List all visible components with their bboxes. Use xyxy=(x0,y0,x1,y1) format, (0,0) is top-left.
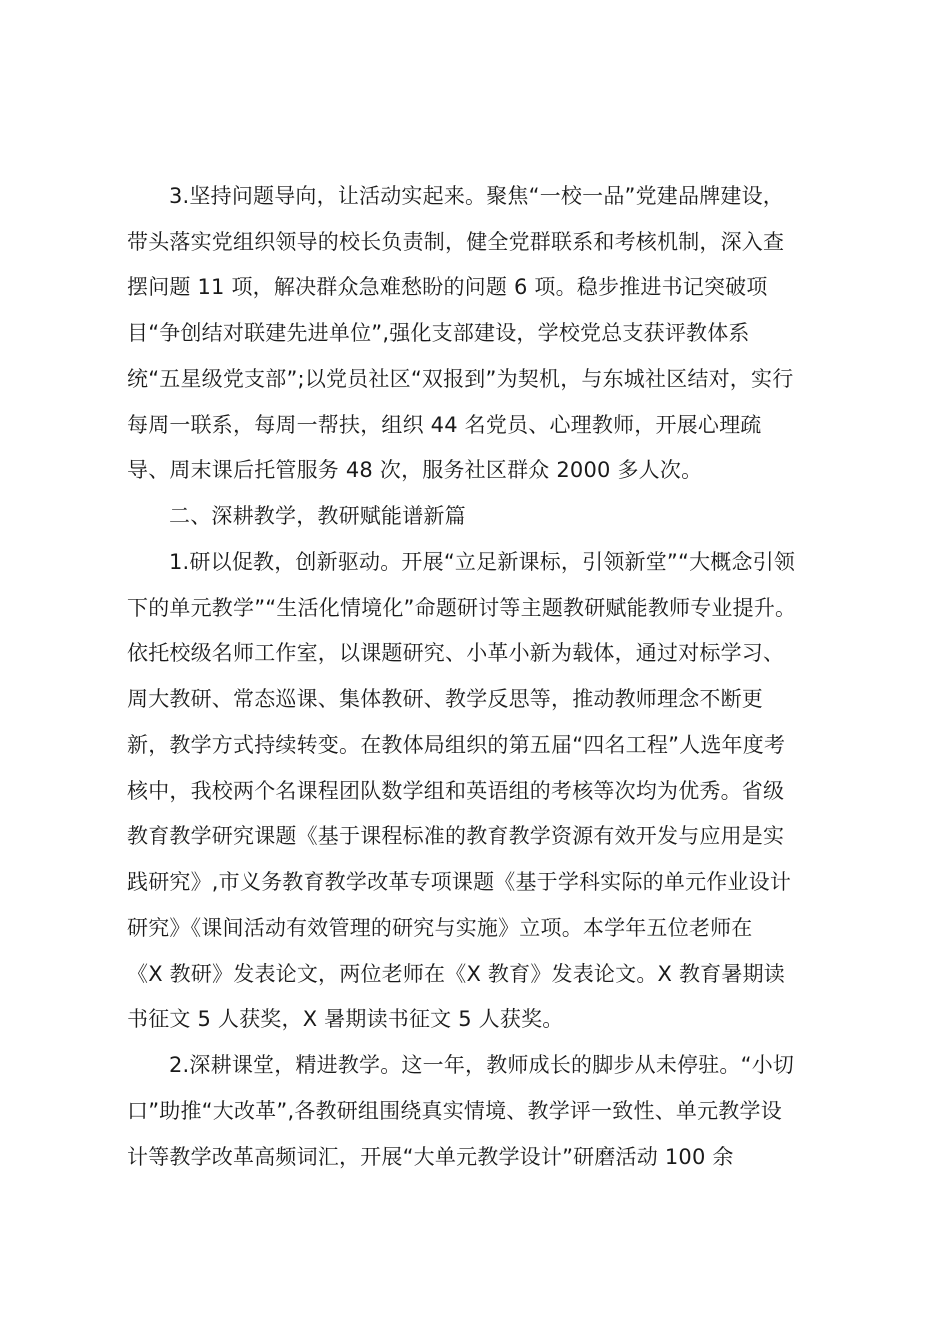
paragraph-line: 摆问题 11 项，解决群众急难愁盼的问题 6 项。稳步推进书记突破项 xyxy=(127,275,768,299)
paragraph-line: 新，教学方式持续转变。在教体局组织的第五届“四名工程”人选年度考 xyxy=(127,733,786,757)
paragraph-line: 导、周末课后托管服务 48 次，服务社区群众 2000 多人次。 xyxy=(127,458,703,482)
paragraph-line: 核中，我校两个名课程团队数学组和英语组的考核等次均为优秀。省级 xyxy=(127,779,785,803)
paragraph-line: 口”助推“大改革”,各教研组围绕真实情境、教学评一致性、单元教学设 xyxy=(127,1099,782,1123)
paragraph-line: 《X 教研》发表论文，两位老师在《X 教育》发表论文。X 教育暑期读 xyxy=(127,962,785,986)
section-heading: 二、深耕教学，教研赋能谱新篇 xyxy=(169,504,466,528)
paragraph-line: 2.深耕课堂，精进教学。这一年，教师成长的脚步从未停驻。“小切 xyxy=(169,1053,795,1077)
paragraph-line: 书征文 5 人获奖，X 暑期读书征文 5 人获奖。 xyxy=(127,1007,564,1031)
paragraph-line: 统“五星级党支部”;以党员社区“双报到”为契机，与东城社区结对，实行 xyxy=(127,367,794,391)
paragraph-line: 教育教学研究课题《基于课程标准的教育教学资源有效开发与应用是实 xyxy=(127,824,785,848)
paragraph-line: 带头落实党组织领导的校长负责制，健全党群联系和考核机制，深入查 xyxy=(127,230,785,254)
paragraph-line: 依托校级名师工作室，以课题研究、小革小新为载体，通过对标学习、 xyxy=(127,641,785,665)
paragraph-line: 研究》《课间活动有效管理的研究与实施》立项。本学年五位老师在 xyxy=(127,916,753,940)
paragraph-line: 3.坚持问题导向，让活动实起来。聚焦“一校一品”党建品牌建设， xyxy=(169,184,784,208)
paragraph-line: 1.研以促教，创新驱动。开展“立足新课标，引领新堂”“大概念引领 xyxy=(169,550,796,574)
paragraph-line: 目“争创结对联建先进单位”,强化支部建设，学校党总支获评教体系 xyxy=(127,321,750,345)
paragraph-line: 每周一联系，每周一帮扶，组织 44 名党员、心理教师，开展心理疏 xyxy=(127,413,762,437)
paragraph-line: 下的单元教学”“生活化情境化”命题研讨等主题教研赋能教师专业提升。 xyxy=(127,596,797,620)
paragraph-line: 周大教研、常态巡课、集体教研、教学反思等，推动教师理念不断更 xyxy=(127,687,763,711)
paragraph-line: 践研究》,市义务教育教学改革专项课题《基于学科实际的单元作业设计 xyxy=(127,870,792,894)
paragraph-line: 计等教学改革高频词汇，开展“大单元教学设计”研磨活动 100 余 xyxy=(127,1145,734,1169)
